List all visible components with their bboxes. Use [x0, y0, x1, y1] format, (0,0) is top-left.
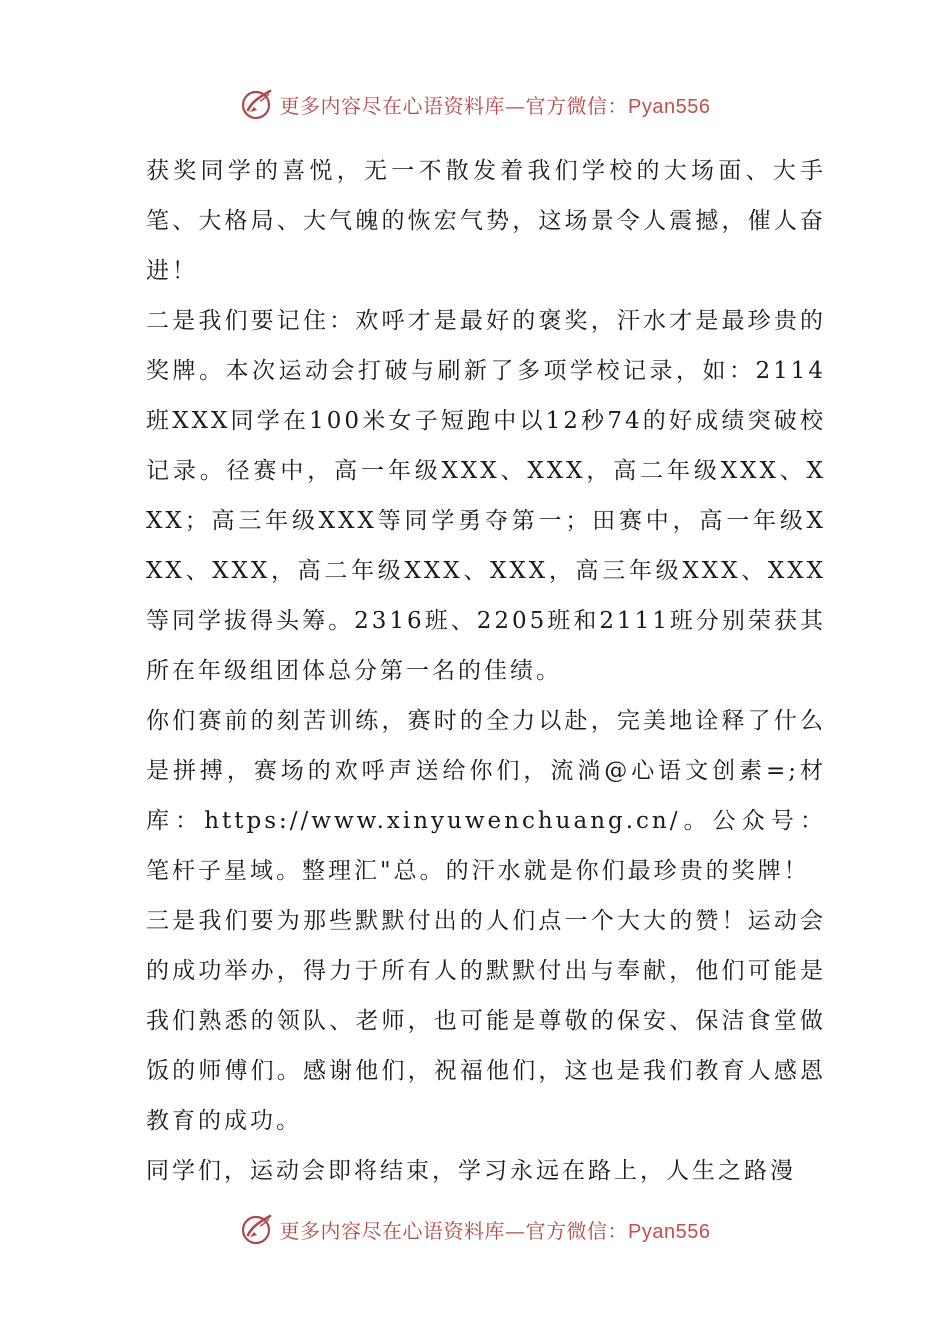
- document-body: [146, 146, 826, 1196]
- footer-banner: [0, 1209, 950, 1249]
- footer-text: 更多内容尽在心语资料库—官方微信：Pyan556: [279, 1218, 711, 1243]
- paragraph-3: 你们赛前的刻苦训练，赛时的全力以赴，完美地诠释了什么是拼搏，赛场的欢呼声送给你们，流淌@心语文创素=;材库：https://www.xinyuwenchuang.cn/。公众号：笔杆子星域。整理汇"总。的汗水就是你们最珍贵的奖牌！: [146, 708, 826, 884]
- pen-logo-icon: [240, 1211, 276, 1247]
- paragraph-5: 同学们，运动会即将结束，学习永远在路上，人生之路漫: [146, 1158, 796, 1184]
- paragraph-4: 三是我们要为那些默默付出的人们点一个大大的赞！运动会的成功举办，得力于所有人的默默付出与奉献，他们可能是我们熟悉的领队、老师，也可能是尊敬的保安、保洁食堂做饭的师傅们。感谢他们，祝福他们，这也是我们教育人感恩教育的成功。: [146, 908, 826, 1134]
- pen-logo-icon: [240, 86, 276, 122]
- header-wechat-id: Pyan556: [628, 95, 711, 118]
- header-text: 更多内容尽在心语资料库—官方微信：Pyan556: [279, 93, 711, 118]
- paragraph-1: 获奖同学的喜悦，无一不散发着我们学校的大场面、大手笔、大格局、大气魄的恢宏气势，这场景令人震撼，催人奋进！: [146, 158, 826, 284]
- footer-wechat-id: Pyan556: [628, 1220, 711, 1243]
- header-banner: [0, 84, 950, 124]
- paragraph-2: 二是我们要记住：欢呼才是最好的褒奖，汗水才是最珍贵的奖牌。本次运动会打破与刷新了多项学校记录，如：2114班XXX同学在100米女子短跑中以12秒74的好成绩突破校记录。径赛中，高一年级XXX、XXX，高二年级XXX、XXX；高三年级XXX等同学勇夺第一；田赛中，高一年级XXX、XXX，高二年级XXX、XXX，高三年级XXX、XXX等同学拔得头筹。2316班、2205班和2111班分别荣获其所在年级组团体总分第一名的佳绩。: [146, 308, 826, 684]
